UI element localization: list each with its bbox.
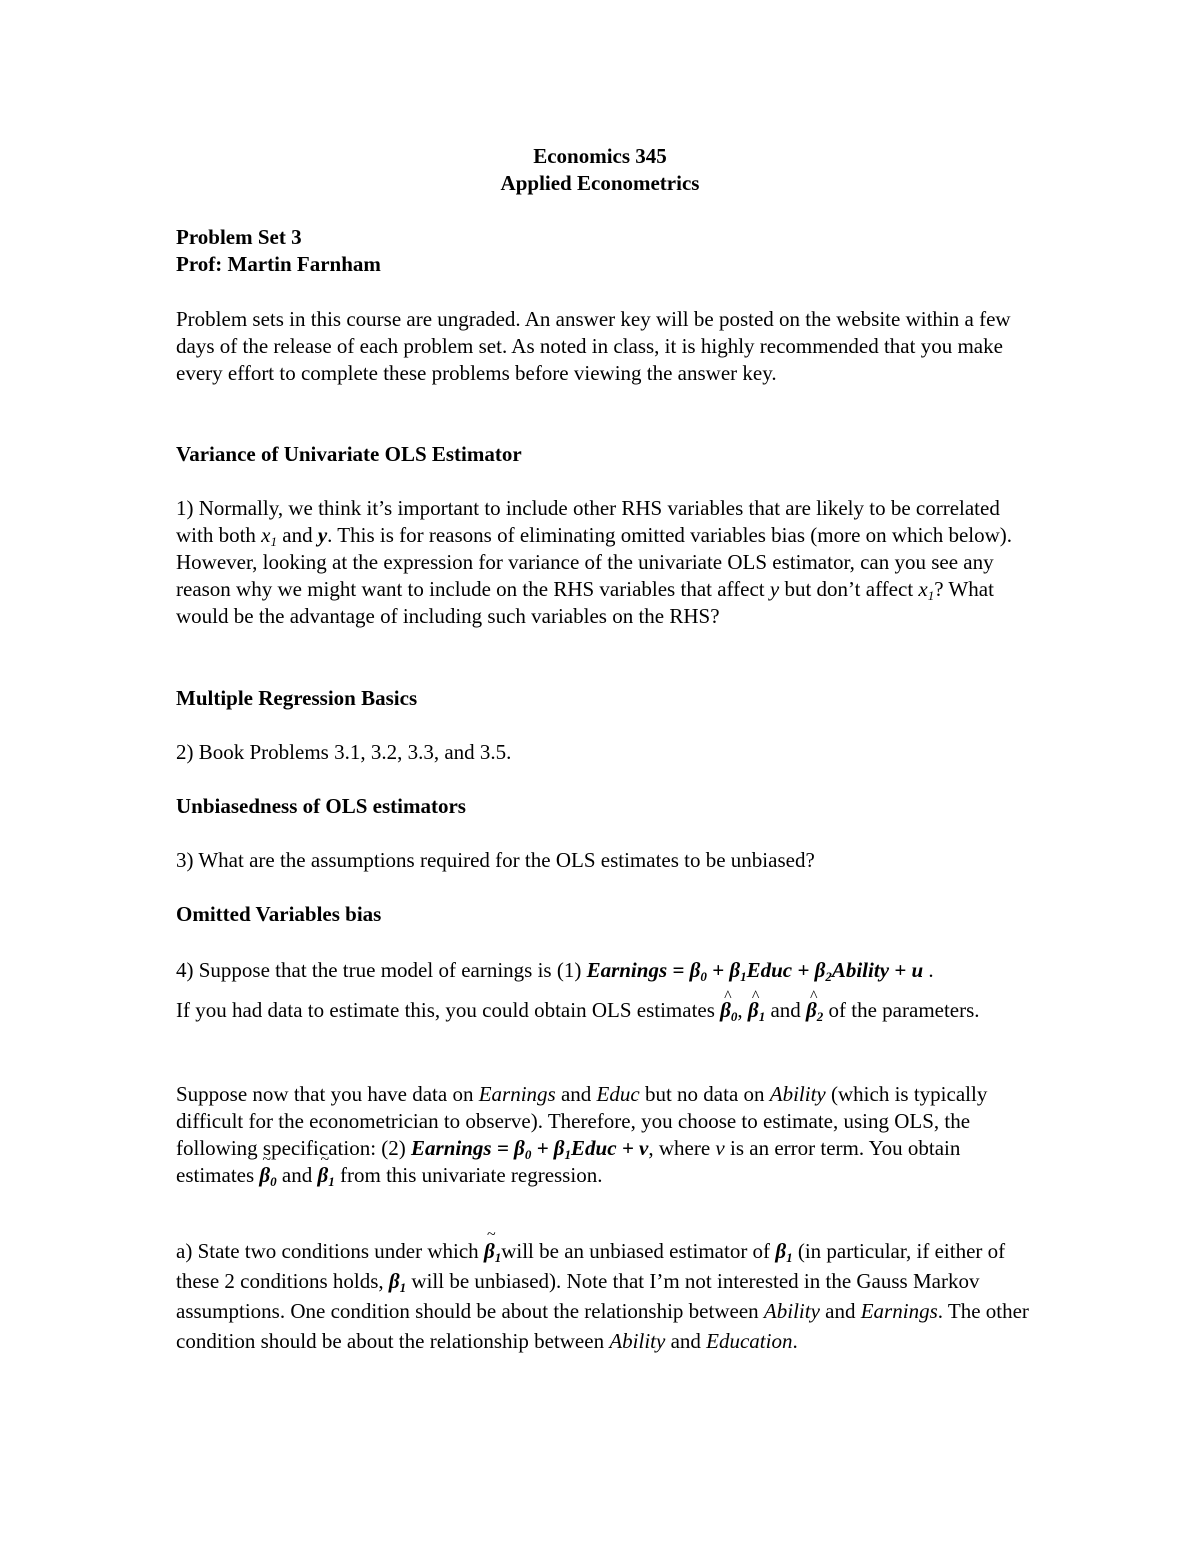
equation-1: Earnings = $\beta_0$ + $\beta_1Educ$ + $\beta_2Ability + u$ [586, 958, 924, 984]
problem-set-meta [176, 224, 1036, 278]
paragraph-specification: Suppose now that you have data on Earnings and Educ but no data on Ability (which is typically difficult for the econometrician to observe). Therefore, you choose to estimate, using OLS, the following specification: (2) Earnings = $\beta_0$ + $\beta_1Educ + v$, where v is an error term. You obtain estimates ~ $\beta_0$ and ~ $\beta_1$ from this univariate regression. [176, 1081, 1036, 1189]
section-heading-omitted-variables: Omitted Variables bias [176, 902, 382, 926]
question-4a: a) State two conditions under which ~ $\beta_1will$ be an unbiased estimator of $\beta_1$ (in particular, if either of these 2 conditions holds, $\beta_1$ will be unbiased). Note that I’m not interested in the Gauss Markov assumptions. One condition should be about the relationship between Ability and Earnings. The other condition should be about the relationship between Ability and Education. [176, 1236, 1036, 1356]
beta-1: $\beta_1$ [775, 1239, 793, 1265]
course-subtitle: Applied Econometrics [500, 171, 700, 195]
professor-label: Prof: Martin Farnham [176, 252, 381, 276]
section-heading-unbiasedness: Unbiasedness of OLS estimators [176, 794, 466, 818]
question-4-line-1: 4) Suppose that the true model of earnings is (1) Earnings = $\beta_0$ + $\beta_1Educ$ + $\beta_2Ability + u$ . [176, 958, 934, 984]
question-1: 1) Normally, we think it’s important to include other RHS variables that are likely to be correlated with both $x_1$ and y. This is for reasons of eliminating omitted variables bias (more on which below). However, looking at the expression for variance of the univariate OLS estimator, can you see any reason why we might want to include on the RHS variables that affect y but don’t affect $x_1$? What would be the advantage of including such variables on the RHS? [176, 496, 1013, 628]
section-heading-variance: Variance of Univariate OLS Estimator [176, 442, 522, 466]
problem-set-label: Problem Set 3 [176, 225, 302, 249]
beta-tilde-0: ~ $\beta_0$ [259, 1162, 276, 1189]
beta-tilde-1-a: ~ $\beta_1$ [484, 1236, 501, 1266]
beta-hat-1: ^ $\beta_1$ [748, 994, 765, 1027]
beta-hat-0: ^ $\beta_0$ [720, 994, 737, 1027]
beta-tilde-1: ~ $\beta_1$ [318, 1162, 335, 1189]
question-3: 3) What are the assumptions required for the OLS estimates to be unbiased? [176, 848, 815, 872]
section-heading-multiple-regression: Multiple Regression Basics [176, 686, 418, 710]
document-header [0, 143, 1200, 197]
beta-hat-2: ^ $\beta_2$ [806, 994, 823, 1027]
question-2: 2) Book Problems 3.1, 3.2, 3.3, and 3.5. [176, 740, 512, 764]
question-4-line-2: If you had data to estimate this, you could obtain OLS estimates ^ $\beta_0$, ^ $\beta_1$ and ^ $\beta_2$ of the parameters. [176, 994, 1036, 1027]
course-title: Economics 345 [533, 144, 667, 168]
equation-2: Earnings = $\beta_0$ + $\beta_1Educ + v$ [411, 1136, 649, 1162]
beta-1-b: $\beta_1$ [388, 1269, 407, 1295]
intro-paragraph: Problem sets in this course are ungraded. An answer key will be posted on the website within a few days of the release of each problem set. As noted in class, it is highly recommended that you make every effort to complete these problems before viewing the answer key. [176, 307, 1011, 385]
